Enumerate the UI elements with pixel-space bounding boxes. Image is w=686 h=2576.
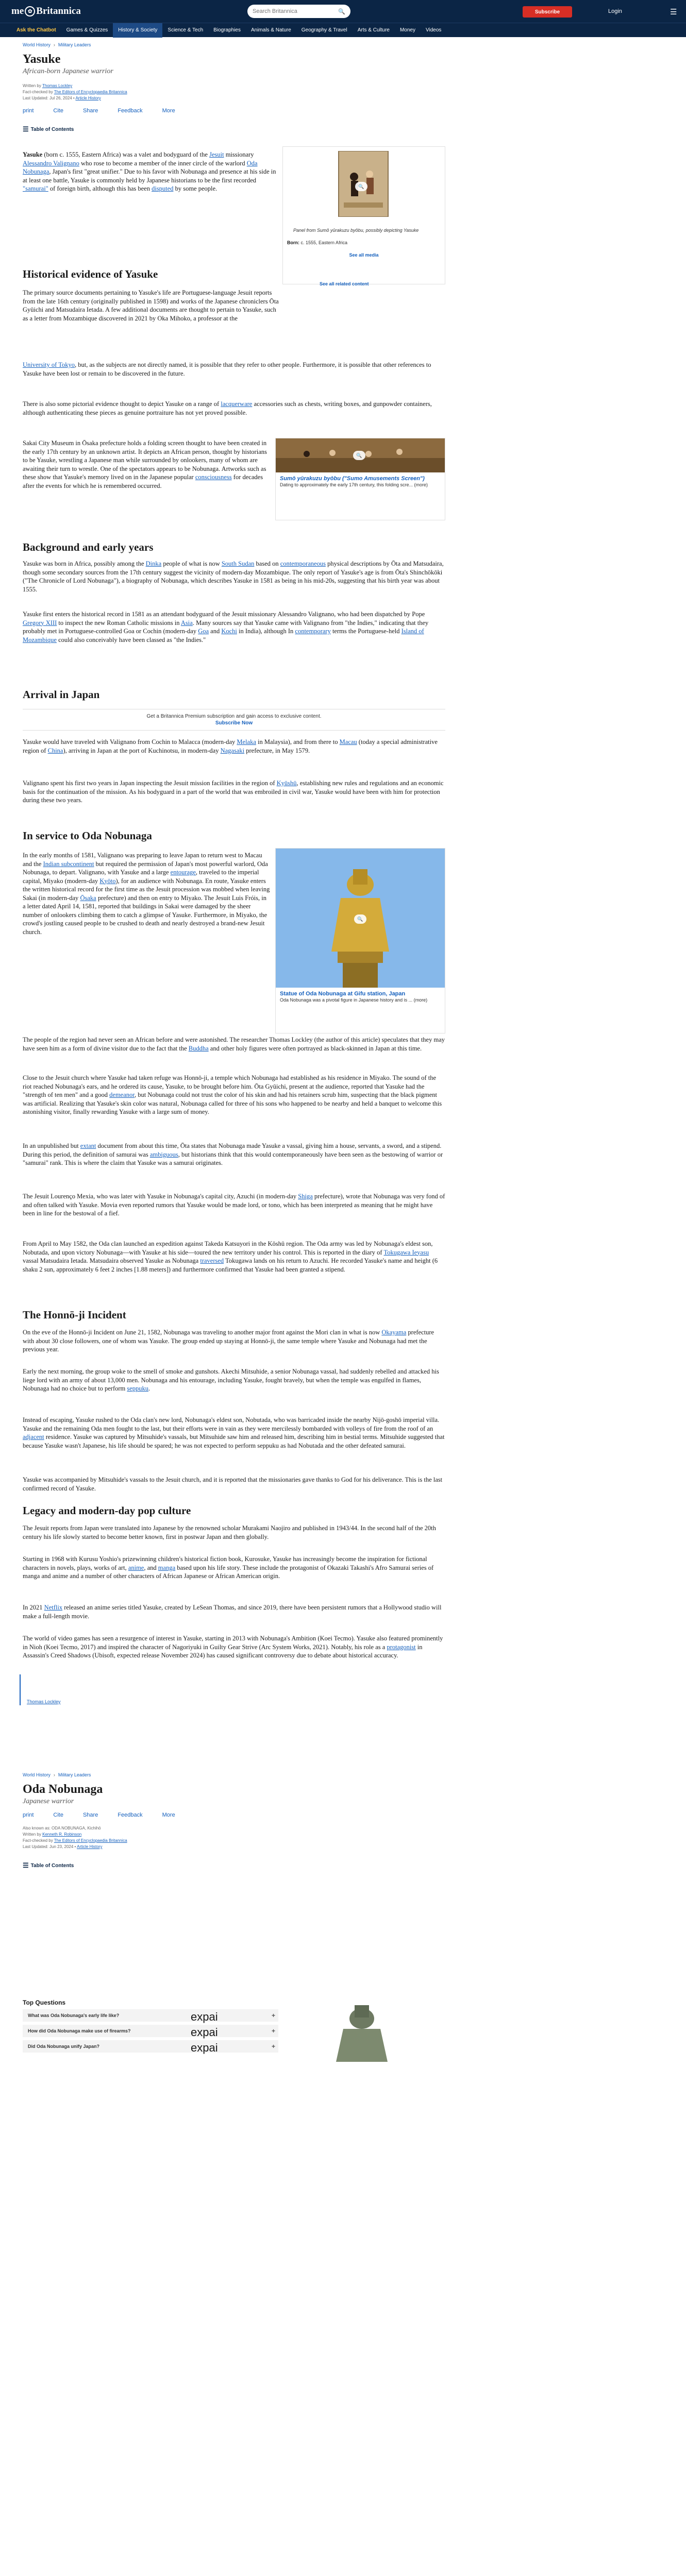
- link-china[interactable]: China: [47, 747, 63, 754]
- svc-text-5-end: prefecture), wrote that Nobunaga was very fond of and often talked with Yasuke. Movia even reported rumors that Yasuke would be made lord, or tono, which has been interpreted as meaning that he might have been in line for the bestowal of a fief.: [23, 1193, 445, 1217]
- link-indian-subcontinent[interactable]: Indian subcontinent: [43, 860, 94, 868]
- list-icon: ☰: [23, 125, 29, 133]
- question-item[interactable]: [23, 2009, 280, 2022]
- intro-text-f: by some people.: [175, 185, 217, 192]
- fact-checked-label: Fact-checked by: [23, 90, 53, 94]
- share-label: Share: [82, 108, 98, 114]
- bg-text-2-pre: In: [288, 628, 294, 635]
- svc-text-6b: vassal Matsudaira Ietada. Matsudaira observed Yasuke as Nobunaga: [23, 1257, 199, 1264]
- premium-promo: [23, 709, 445, 731]
- bg-paragraph-1: [23, 560, 445, 594]
- bg-text-2c: . Many sources say that Yasuke came with Valignano from "the Indies," indicating that they probably met in Portuguese-controlled Goa or Cochin (modern-day: [23, 619, 429, 635]
- link-valignano[interactable]: Alessandro Valignano: [23, 159, 79, 167]
- born-value: c. 1555, Eastern Africa: [300, 240, 348, 245]
- more-label: More: [162, 108, 175, 114]
- statue-caption: [276, 988, 445, 1006]
- toc-label: Table of Contents: [30, 126, 74, 132]
- print-label: print: [23, 108, 34, 114]
- link-manga[interactable]: manga: [158, 1564, 176, 1571]
- service-paragraph-4: [23, 1142, 445, 1167]
- nav-chatbot[interactable]: Ask the Chatbot: [16, 27, 56, 33]
- menu-icon[interactable]: ☰: [670, 8, 677, 16]
- page-subtitle: African-born Japanese warrior: [23, 67, 113, 75]
- arr-text-1b: in Malaysia), and from there to: [258, 738, 338, 745]
- arrival-paragraph-2: [23, 779, 445, 805]
- plus-icon: +: [271, 2027, 275, 2035]
- expand-label-2[interactable]: expai: [191, 2026, 218, 2039]
- link-extant[interactable]: extant: [80, 1142, 96, 1149]
- svc-text-3-end: , but Nobunaga could not trust the color of his skin and had his retainers scrub him, suspecting that the black pigment was artificial. Realizing that Yasuke's skin color was natural, Nobunaga called for three of his sons who happened to be nearby and held a banquet to welcome this astonishing visitor, finally rewarding Yasuke with a large sum of money.: [23, 1091, 442, 1115]
- print-label-2: print: [23, 1812, 34, 1818]
- expand-label-3[interactable]: expai: [191, 2041, 218, 2054]
- leg-text-3-end: released an anime series titled Yasuke, created by LeSean Thomas, and since 2019, there have been persistent rumors that a Hollywood studio will make a full-length movie.: [23, 1604, 442, 1620]
- top-questions-title: Top Questions: [23, 1999, 66, 2006]
- leg-text-3: In 2021: [23, 1604, 43, 1611]
- last-updated-label-2: Last Updated:: [23, 1844, 48, 1849]
- bg-text-2g: could also conceivably have been classed as "the Indies.": [58, 636, 206, 643]
- zoom-icon-2[interactable]: 🔍: [353, 451, 365, 460]
- promo-text: Get a Britannica Premium subscription and gain access to exclusive content.: [146, 714, 322, 719]
- page-title-2: Oda Nobunaga: [23, 1783, 103, 1796]
- link-nagasaki[interactable]: Nagasaki: [220, 747, 245, 754]
- hon-text-1: On the eve of the Honnō-ji Incident on June 21, 1582, Nobunaga was traveling to another major front against the Mori clan in what is now: [23, 1329, 380, 1336]
- heading-honnoji: The Honnō-ji Incident: [23, 1309, 126, 1321]
- zoom-icon-3[interactable]: 🔍: [354, 914, 366, 924]
- link-okayama[interactable]: Okayama: [381, 1329, 407, 1336]
- link-jesuit[interactable]: Jesuit: [209, 151, 224, 158]
- hist-paragraph-3: [23, 439, 270, 490]
- more-button-2[interactable]: [162, 1812, 175, 1818]
- intro-text-e: of foreign birth, although this has been: [49, 185, 150, 192]
- link-buddha[interactable]: Buddha: [188, 1044, 209, 1052]
- bg-text-2f: terms the Portuguese-held: [332, 628, 400, 635]
- svc-text-6-end: Tokugawa lands on his return to Azuchi. He recorded Yasuke's name and height (6 shaku 2 sun, approximately 6 feet 2 inches [1.88 meters]) and furthermore confirmed that Yasuke had been granted a stipend.: [23, 1257, 438, 1273]
- sumo-caption-text: Dating to approximately the early 17th century, this folding scre... (more): [280, 482, 428, 487]
- hon-text-2-end: .: [148, 1385, 150, 1392]
- question-text: How did Oda Nobunaga make use of firearms?: [28, 2028, 131, 2033]
- honnoji-paragraph-2: [23, 1367, 445, 1393]
- hist-paragraph-1b: [23, 361, 445, 378]
- leg-text-2b: , and: [144, 1564, 157, 1571]
- login-link[interactable]: Login: [608, 8, 622, 14]
- statue-title: Statue of Oda Nobunaga at Gifu station, Japan: [280, 991, 406, 997]
- honnoji-paragraph-3: [23, 1416, 445, 1450]
- bg-text-2d: and: [210, 628, 220, 635]
- bg-text-2b: to inspect the new Roman Catholic missions in: [58, 619, 180, 626]
- heading-service: In service to Oda Nobunaga: [23, 829, 152, 842]
- sumo-title: Sumō yūrakuzu byōbu ("Sumo Amusements Screen"): [280, 476, 425, 482]
- hon-text-2: Early the next morning, the group woke to the smell of smoke and gunshots. Akechi Mitsuhide, a senior Nobunaga vassal, had suddenly rebelled and attacked his liege lord with an army of about 13,000 men. Nobunaga and his entourage, including Yasuke, fought bravely, but when the temple was engulfed in flames, Nobunaga had no choice but to perform: [23, 1368, 439, 1392]
- link-entourage[interactable]: entourage: [170, 869, 196, 876]
- question-text: Did Oda Nobunaga unify Japan?: [28, 2044, 100, 2049]
- breadcrumb2-world-history[interactable]: World History: [23, 1772, 51, 1777]
- intro-bold-name: Yasuke: [23, 151, 43, 158]
- table-of-contents-button-2[interactable]: [23, 1861, 74, 1870]
- figure-image: [283, 147, 445, 224]
- article-history-link[interactable]: Article History: [75, 96, 101, 100]
- byline-2: Also known as: ODA NOBUNAGA, Kichihō Written by Kenneth R. Robinson Fact-checked by The Editors of Encyclopaedia Britannica Last Updated: Jun 23, 2024 • Article History: [23, 1826, 127, 1849]
- hon-text-3-end: residence. Yasuke was captured by Mitsuhide's vassals, but Mitsuhide saw him and released him, describing him in bestial terms. Mitsuhide suggested that because Yasuke wasn't Japanese, his life should be spared; he was not expected to perform seppuku as had Nobutada and the other defeated samurai.: [23, 1433, 445, 1449]
- figure-nobunaga-statue[interactable]: [275, 848, 445, 1033]
- feedback-button-2[interactable]: [118, 1812, 142, 1818]
- bg-paragraph-2: [23, 610, 445, 644]
- sumo-caption: [276, 472, 445, 491]
- page-title: Yasuke: [23, 53, 61, 66]
- leg-text-1: The Jesuit reports from Japan were translated into Japanese by the renowned scholar Murakami Naojiro and published in 1943/44. In the second half of the 20th century his life slowly started to become better known, first in postwar Japan and then globally.: [23, 1524, 436, 1540]
- see-all-related[interactable]: See all related content: [320, 281, 369, 286]
- nav-geography[interactable]: Geography & Travel: [301, 27, 347, 33]
- thistle-icon: ✿: [25, 6, 35, 16]
- table-of-contents-button[interactable]: [23, 125, 74, 133]
- figure-sumo-screen[interactable]: [275, 438, 445, 520]
- expand-label-1[interactable]: expai: [191, 2010, 218, 2023]
- arr-text-2: Valignano spent his first two years in Japan inspecting the Jesuit mission facilities in the region of: [23, 779, 275, 787]
- britannica-logo[interactable]: [11, 6, 81, 17]
- hist-paragraph-1a: [23, 289, 280, 323]
- svc-text-1d: ), for an audience with Nobunaga. En route, Yasuke enters the written historical record for the first time as the Jesuit procession was mobbed when leaving Sakai (in modern-day: [23, 877, 270, 902]
- service-paragraph-1: [23, 851, 270, 936]
- hist-paragraph-2: [23, 400, 445, 417]
- feedback-label: Feedback: [118, 108, 143, 114]
- link-kyoto[interactable]: Kyōto: [99, 877, 116, 885]
- search-box[interactable]: [247, 5, 350, 18]
- article-history-link-2[interactable]: Article History: [77, 1844, 103, 1849]
- arr-text-1c: (today a special administrative region of: [23, 738, 438, 754]
- service-paragraph-6: [23, 1240, 445, 1274]
- svc-text-1c: , traveled to the imperial capital, Miyako (modern-day: [23, 869, 259, 885]
- editors-link[interactable]: The Editors of Encyclopaedia Britannica: [54, 90, 127, 94]
- article2-header: [23, 1772, 445, 1870]
- link-samurai[interactable]: "samurai": [23, 185, 48, 192]
- question-text: What was Oda Nobunaga's early life like?: [28, 2013, 120, 2018]
- svc-text-4-end: , but historians think that this would contemporaneously have been seen as the bestowing of warrior or "samurai" rank. This is where the claim that Yasuke was a samurai originates.: [23, 1150, 443, 1166]
- byline: Written by Thomas Lockley Fact-checked by The Editors of Encyclopaedia Britannica Last Updated: Jul 26, 2024 • Article History: [23, 83, 127, 100]
- nav-science[interactable]: Science & Tech: [168, 27, 204, 33]
- born-fact: [283, 236, 445, 249]
- breadcrumb-separator: ›: [53, 42, 55, 47]
- figure-yasuke-panel[interactable]: [282, 146, 445, 284]
- svc-text-5: The Jesuit Lourenço Mexia, who was later with Yasuke in Nobunaga's capital city, Azuchi (in modern-day: [23, 1193, 297, 1200]
- author-rule: [20, 1674, 21, 1705]
- promo-subscribe-link[interactable]: Subscribe Now: [215, 720, 253, 726]
- share-button-2[interactable]: [83, 1812, 98, 1818]
- primary-nav: [0, 23, 686, 37]
- link-traversed[interactable]: traversed: [200, 1257, 224, 1264]
- service-paragraph-5: [23, 1192, 445, 1218]
- heading-historical: Historical evidence of Yasuke: [23, 268, 158, 280]
- search-input[interactable]: [253, 8, 338, 14]
- editors-link-2[interactable]: The Editors of Encyclopaedia Britannica: [54, 1838, 127, 1843]
- arr-text-1-end: prefecture, in May 1579.: [246, 747, 310, 754]
- svc-text-1: In the early months of 1581, Valignano was preparing to leave Japan to return west to Macau and the: [23, 852, 262, 868]
- hist-text-3: Sakai City Museum in Ōsaka prefecture holds a folding screen thought to have been created in the early 17th century by an unknown artist. It depicts an African person, thought by historians to be Yasuke, wrestling a Japanese man while surrounded by onlookers, many of whom are awaiting their turn to wrestle. One of the spectators appears to be Nobunaga. Artworks such as these show that Yasuke's memory lived on in the Japanese popular: [23, 439, 267, 481]
- last-updated-2: Jun 23, 2024: [49, 1844, 74, 1849]
- cite-label: Cite: [53, 108, 63, 114]
- honnoji-paragraph-1: [23, 1328, 445, 1354]
- nav-history[interactable]: History & Society: [113, 23, 162, 38]
- list-icon-2: ☰: [23, 1861, 29, 1869]
- service-paragraph-3: [23, 1074, 445, 1116]
- arr-text-1d: ), arriving in Japan at the port of Kuchinotsu, in modern-day: [63, 747, 219, 754]
- share-label-2: Share: [82, 1812, 98, 1818]
- svc-text-2: The people of the region had never seen an African before and were astonished. The researcher Thomas Lockley (the author of this article) speculates that they may have seen him as a form of divine visitor due to the fact that the: [23, 1036, 445, 1052]
- heading-arrival: Arrival in Japan: [23, 688, 100, 701]
- svc-text-6: From April to May 1582, the Oda clan launched an expedition against Takeda Katsuyori in the Kōshū region. The Oda army was led by Nobunaga's eldest son, Nobutada, and upon victory Nobunaga—with Yasuke at his side—toured the new territory under his control. This is reported in the diary of: [23, 1240, 433, 1256]
- nav-animals[interactable]: Animals & Nature: [250, 27, 291, 33]
- intro-text-d: , Japan's first "great unifier." Due to his favor with Nobunaga and presence at his side in at least one battle, Yasuke is commonly held by Japanese historians to be the first recorded: [23, 168, 276, 184]
- search-icon[interactable]: 🔍: [338, 8, 345, 15]
- arr-text-1: Yasuke would have traveled with Valignano from Cochin to Malacca (modern-day: [23, 738, 236, 745]
- plus-icon: +: [271, 2012, 275, 2019]
- logo-text: Britannica: [36, 6, 81, 16]
- figure-caption: Panel from Sumō yūrakuzu byōbu, possibly depicting Yasuke: [293, 228, 419, 233]
- legacy-paragraph-1: [23, 1524, 445, 1541]
- svc-text-2-end: and other holy figures were often portrayed as black-skinned in Japan at this time.: [210, 1044, 422, 1052]
- feedback-button[interactable]: [118, 108, 142, 114]
- hon-text-4: Yasuke was accompanied by Mitsuhide's vassals to the Jesuit church, and it is reported that the missionaries gave thanks to God for his deliverance. This is the last confirmed record of Yasuke.: [23, 1476, 443, 1492]
- print-button-2[interactable]: [23, 1812, 34, 1818]
- link-gregory[interactable]: Gregory XIII: [23, 619, 57, 626]
- statue-image: [276, 849, 445, 988]
- plus-icon: +: [271, 2043, 275, 2050]
- breadcrumb: [23, 42, 445, 47]
- link-disputed[interactable]: disputed: [152, 185, 174, 192]
- breadcrumb-military-leaders[interactable]: Military Leaders: [58, 42, 91, 47]
- legacy-paragraph-2: [23, 1555, 445, 1581]
- nav-money[interactable]: Money: [399, 27, 415, 33]
- hon-text-1-end: prefecture with about 30 close followers, one of whom was Yasuke. The group ended up staying at Honnō-ji, the same temple where Yasuke and Nobunaga had met the previous year.: [23, 1329, 434, 1353]
- bg-text-2: Yasuke first enters the historical record in 1581 as an attendant bodyguard of the Jesuit missionary Alessandro Valignano, who had been dispatched by Pope: [23, 611, 425, 618]
- heading-background: Background and early years: [23, 541, 154, 553]
- bg-text-1b: people of what is now: [163, 560, 220, 567]
- breadcrumb-2: [23, 1772, 445, 1777]
- aka-label: Also known as:: [23, 1826, 51, 1831]
- link-south-sudan[interactable]: South Sudan: [221, 560, 255, 567]
- svc-text-1-end: prefecture) and then on entry to Miyako. The Jesuit Luis Fróis, in a letter dated April 14, 1581, reported that buildings in Sakai were damaged by the sheer number of onlookers climbing them to catch a glimpse of Yasuke. Furthermore, in Miyako, the crowd's jostling caused people to be crushed to death and nearly destroyed a brand-new Jesuit church.: [23, 894, 267, 936]
- bg-text-1: Yasuke was born in Africa, possibly among the: [23, 560, 144, 567]
- link-protagonist[interactable]: protagonist: [387, 1643, 416, 1651]
- link-shiga[interactable]: Shiga: [298, 1193, 313, 1200]
- breadcrumb-world-history[interactable]: World History: [23, 42, 51, 47]
- cite-label-2: Cite: [53, 1812, 63, 1818]
- link-anime[interactable]: anime: [128, 1564, 144, 1571]
- toc-label-2: Table of Contents: [30, 1862, 74, 1869]
- cite-button[interactable]: [53, 108, 63, 114]
- svc-text-3: Close to the Jesuit church where Yasuke had taken refuge was Honnō-ji, a temple which Nobunaga had established as his residence in Miyako. The sound of the riot reached Nobunaga's ears, and he ordered its cause, Yasuke, to be brought before him. Ōta Gyūichi, present at the audience, reported that Yasuke had the "strength of ten men" and a good: [23, 1074, 437, 1098]
- article-toolbar: [23, 108, 445, 114]
- honnoji-paragraph-4: [23, 1476, 445, 1493]
- author-signature[interactable]: Thomas Lockley: [27, 1699, 61, 1704]
- aka-value: ODA NOBUNAGA, Kichihō: [52, 1826, 101, 1831]
- link-contemporary[interactable]: contemporary: [295, 628, 331, 635]
- link-goa[interactable]: Goa: [198, 628, 209, 635]
- hon-text-3: Instead of escaping, Yasuke rushed to the Oda clan's new lord, Nobunaga's eldest son, Nobutada, who was barricaded inside the nearby Nijō-goshō imperial villa. Yasuke and the remaining Oda men fought to the last, but their efforts were in vain as they were mercilessly bombarded with volleys of fire from the roof of an: [23, 1416, 440, 1432]
- link-consciousness[interactable]: consciousness: [195, 473, 232, 481]
- arr-text-2-end: , establishing new rules and regulations and an economic basis for the continuation of the mission. As his bodyguard in a part of the world that was embroiled in civil war, Yasuke would have been with him for protection during these two years.: [23, 779, 444, 804]
- bg-text-2e: in India), although: [239, 628, 287, 635]
- legacy-paragraph-4: [23, 1634, 445, 1660]
- leg-text-2: Starting in 1968 with Kurusu Yoshio's prizewinning children's historical fiction book, Kurosuke, Yasuke has increasingly become the inspiration for fictional characters in novels, plays, works of art,: [23, 1555, 427, 1571]
- link-lacquerware[interactable]: lacquerware: [221, 400, 253, 408]
- breadcrumb2-military-leaders[interactable]: Military Leaders: [58, 1772, 91, 1777]
- service-paragraph-2: [23, 1036, 445, 1053]
- nav-videos[interactable]: Videos: [425, 27, 442, 33]
- logo-prefix: me: [11, 6, 24, 16]
- born-label: Born:: [287, 240, 299, 245]
- bg-text-1c: based on: [256, 560, 279, 567]
- link-osaka[interactable]: Ōsaka: [80, 894, 96, 902]
- link-demeanor[interactable]: demeanor: [109, 1091, 135, 1098]
- hist-text-1-end: , but, as the subjects are not directly named, it is possible that they refer to other people. Furthermore, it is possible that other references to Yasuke have been lost or remain to be discovered in the future.: [23, 361, 431, 377]
- intro-paragraph: [23, 150, 280, 193]
- written-by-label: Written by: [23, 83, 41, 88]
- heading-legacy: Legacy and modern-day pop culture: [23, 1504, 191, 1517]
- article2-toolbar: [23, 1812, 445, 1818]
- leg-text-2-end: based upon his life story. These include the protagonist of Okazaki Takashi's Afro Samurai series of manga and anime and a number of other characters of African Japanese or African American origin.: [23, 1564, 434, 1580]
- link-asia[interactable]: Asia: [180, 619, 193, 626]
- intro-text-a: (born c. 1555, Eastern Africa) was a valet and bodyguard of the: [44, 151, 208, 158]
- cite-button-2[interactable]: [53, 1812, 63, 1818]
- last-updated-label: Last Updated:: [23, 96, 48, 100]
- link-adjacent[interactable]: adjacent: [23, 1433, 44, 1440]
- author-link[interactable]: Thomas Lockley: [42, 83, 73, 88]
- link-seppuku[interactable]: seppuku: [127, 1385, 149, 1392]
- link-island-mozambique[interactable]: Island of Mozambique: [23, 628, 424, 643]
- fact-checked-label-2: Fact-checked by: [23, 1838, 53, 1843]
- leg-text-4: The world of video games has seen a resurgence of interest in Yasuke, starting in 2013 with Nobunaga's Ambition (Koei Tecmo). Yasuke also featured prominently in Nioh (Koei Tecmo, 2017) and inspired the character of Nagoriyuki in Guilty Gear Strive (Arc System Works, 2021). Notably, his role as a: [23, 1635, 443, 1651]
- subscribe-button[interactable]: Subscribe: [523, 6, 572, 18]
- question-item[interactable]: [23, 2040, 280, 2053]
- intro-text-b: missionary: [225, 151, 254, 158]
- page-subtitle-2: Japanese warrior: [23, 1798, 74, 1805]
- author-link-2[interactable]: Kenneth R. Robinson: [42, 1832, 82, 1837]
- leg-text-4-end: in Assassin's Creed Shadows (Ubisoft, expected release November 2024) has caused significant controversy due to debate about historical accuracy.: [23, 1643, 423, 1659]
- link-contemporaneous[interactable]: contemporaneous: [280, 560, 326, 567]
- last-updated: Jul 26, 2024: [49, 96, 72, 100]
- nav-games[interactable]: Games & Quizzes: [66, 27, 108, 33]
- hist-text-2-end: accessories such as chests, writing boxes, and gunpowder containers, although authenticating these pieces as genuine portraiture has not yet proved possible.: [23, 400, 432, 416]
- svc-text-1b: but required the permission of Japan's most powerful warlord, Oda Nobunaga, to depart. Valignano, with Yasuke and a large: [23, 860, 268, 876]
- zoom-icon[interactable]: 🔍: [355, 182, 367, 191]
- sumo-screen-image: [276, 438, 445, 472]
- top-questions: [23, 1999, 280, 2053]
- written-by-label-2: Written by: [23, 1832, 41, 1837]
- top-header: [0, 0, 686, 23]
- more-button[interactable]: [162, 108, 175, 114]
- oda-statue-art: [278, 2000, 445, 2062]
- see-all-media[interactable]: See all media: [349, 252, 379, 258]
- hist-text-2: There is also some pictorial evidence thought to depict Yasuke on a range of: [23, 400, 220, 408]
- breadcrumb2-separator: ›: [53, 1772, 55, 1777]
- bg-text-1-end: physical descriptions by Ōta and Matsudaira, though some secondary sources from the 17th century suggest the vicinity of modern-day Mozambique. The only report of Yasuke's age is from Ōta's Shinchōkōki ("The Chronicle of Lord Nobunaga"), a biography of Nobunaga, which describes Yasuke in 1581 as being in his mid-20s, suggesting that his birth year was about 1555.: [23, 560, 444, 593]
- more-label-2: More: [162, 1812, 175, 1818]
- link-kyushu[interactable]: Kyūshū: [276, 779, 297, 787]
- figure-oda-statue[interactable]: [278, 2000, 445, 2062]
- link-netflix[interactable]: Netflix: [44, 1604, 63, 1611]
- legacy-paragraph-3: [23, 1603, 445, 1620]
- nav-arts[interactable]: Arts & Culture: [357, 27, 390, 33]
- nav-biographies[interactable]: Biographies: [213, 27, 241, 33]
- intro-text-c: who rose to become a member of the inner circle of the warlord: [80, 159, 245, 167]
- link-melaka[interactable]: Melaka: [237, 738, 256, 745]
- svc-text-4b: document from about this time, Ōta states that Nobunaga made Yasuke a vassal, giving him a house, servants, a sword, and a stipend. During this period, the definition of samurai was: [23, 1142, 442, 1158]
- statue-caption-text: Oda Nobunaga was a pivotal figure in Japanese history and is ... (more): [280, 997, 428, 1003]
- feedback-label-2: Feedback: [118, 1812, 143, 1818]
- link-oda[interactable]: Oda Nobunaga: [23, 159, 258, 175]
- link-university-tokyo[interactable]: University of Tokyo: [23, 361, 75, 368]
- link-macau[interactable]: Macau: [339, 738, 357, 745]
- share-button[interactable]: [83, 108, 98, 114]
- article-header: [23, 42, 445, 134]
- link-dinka[interactable]: Dinka: [145, 560, 162, 567]
- hist-text-1: The primary source documents pertaining to Yasuke's life are Portuguese-language Jesuit reports from the late 16th century (originally published in 1598) and works of the Japanese chroniclers Ōta Gyūichi and Matsudaira Ietada. A few additional documents are thought to pertain to Yasuke, such as a letter from Mozambique discovered in 2021 by Oka Mihoko, a professor at the: [23, 289, 279, 322]
- link-tokugawa[interactable]: Tokugawa Ieyasu: [383, 1248, 429, 1256]
- question-item[interactable]: [23, 2025, 280, 2037]
- link-kochi[interactable]: Kochi: [221, 628, 237, 635]
- hist-text-3-end: for decades after the events for which he is remembered occurred.: [23, 473, 263, 489]
- svc-text-4: In an unpublished but: [23, 1142, 79, 1149]
- print-button[interactable]: [23, 108, 34, 114]
- arrival-paragraph-1: [23, 738, 445, 755]
- link-ambiguous[interactable]: ambiguous: [149, 1150, 178, 1158]
